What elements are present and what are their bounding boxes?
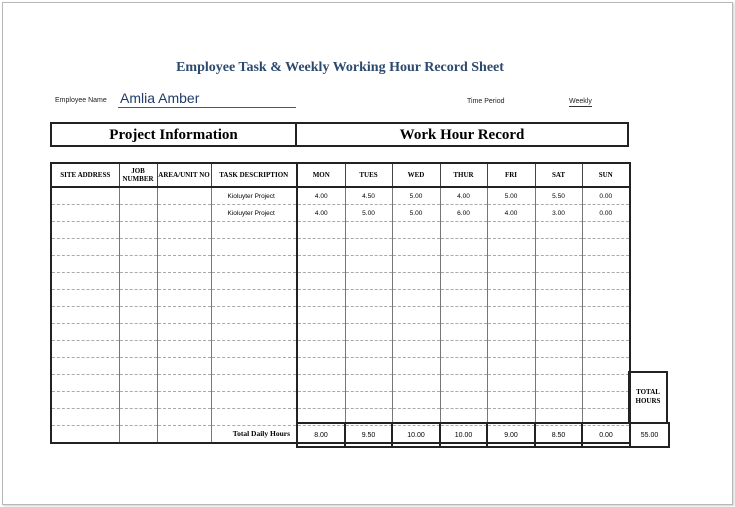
cell-thur[interactable] (440, 392, 487, 409)
cell-site[interactable] (51, 187, 119, 205)
cell-task[interactable] (211, 256, 297, 273)
cell-tues[interactable]: 4.50 (345, 187, 392, 205)
cell-tues[interactable] (345, 358, 392, 375)
cell-task[interactable] (211, 358, 297, 375)
cell-thur[interactable]: 4.00 (440, 187, 487, 205)
cell-job[interactable] (119, 187, 157, 205)
cell-tues[interactable] (345, 341, 392, 358)
cell-sat[interactable] (535, 324, 582, 341)
total-thur: 10.00 (440, 423, 487, 447)
cell-task[interactable] (211, 239, 297, 256)
cell-thur[interactable] (440, 273, 487, 290)
cell-wed[interactable] (392, 273, 440, 290)
table-row (51, 187, 630, 205)
cell-wed[interactable] (392, 222, 440, 239)
cell-fri[interactable] (487, 341, 535, 358)
cell-tues[interactable] (345, 307, 392, 324)
employee-name-field[interactable]: Amlia Amber (118, 90, 296, 108)
cell-wed[interactable] (392, 239, 440, 256)
cell-area[interactable] (157, 205, 211, 222)
cell-job[interactable] (119, 358, 157, 375)
cell-area[interactable] (157, 290, 211, 307)
cell-tues[interactable] (345, 256, 392, 273)
cell-job[interactable] (119, 222, 157, 239)
cell-fri[interactable] (487, 307, 535, 324)
cell-fri[interactable] (487, 239, 535, 256)
cell-tues[interactable] (345, 324, 392, 341)
cell-task[interactable]: Kioluyter Project (211, 187, 297, 205)
cell-wed[interactable] (392, 256, 440, 273)
cell-fri[interactable] (487, 273, 535, 290)
cell-thur[interactable]: 6.00 (440, 205, 487, 222)
cell-thur[interactable] (440, 222, 487, 239)
cell-fri[interactable] (487, 256, 535, 273)
total-sun: 0.00 (582, 423, 630, 447)
table-row (51, 273, 630, 290)
cell-job[interactable] (119, 324, 157, 341)
cell-mon[interactable]: 4.00 (297, 205, 345, 222)
cell-tues[interactable] (345, 239, 392, 256)
cell-area[interactable] (157, 375, 211, 392)
cell-job[interactable] (119, 239, 157, 256)
cell-mon[interactable] (297, 392, 345, 409)
cell-mon[interactable] (297, 239, 345, 256)
cell-mon[interactable] (297, 273, 345, 290)
table-row (51, 324, 630, 341)
cell-fri[interactable] (487, 358, 535, 375)
cell-thur[interactable] (440, 256, 487, 273)
cell-site[interactable] (51, 358, 119, 375)
cell-sun[interactable] (582, 341, 630, 358)
cell-thur[interactable] (440, 341, 487, 358)
cell-thur[interactable] (440, 307, 487, 324)
cell-sat[interactable] (535, 392, 582, 409)
total-daily-hours-label: Total Daily Hours (232, 429, 290, 438)
cell-task[interactable] (211, 341, 297, 358)
cell-site[interactable] (51, 205, 119, 222)
cell-mon[interactable] (297, 290, 345, 307)
col-site-address: SITE ADDRESS (51, 163, 119, 187)
col-wed: WED (392, 163, 440, 187)
cell-wed[interactable] (392, 307, 440, 324)
cell-sun[interactable] (582, 222, 630, 239)
cell-fri[interactable]: 5.00 (487, 187, 535, 205)
col-fri: FRI (487, 163, 535, 187)
cell-wed[interactable] (392, 392, 440, 409)
cell-site[interactable] (51, 290, 119, 307)
cell-mon[interactable] (297, 375, 345, 392)
col-area-unit: AREA/UNIT NO (157, 163, 211, 187)
cell-sun[interactable] (582, 324, 630, 341)
cell-fri[interactable] (487, 392, 535, 409)
cell-area[interactable] (157, 358, 211, 375)
work-hour-record-header: Work Hour Record (295, 122, 629, 147)
table-row (51, 205, 630, 222)
cell-sun[interactable] (582, 307, 630, 324)
cell-site[interactable] (51, 256, 119, 273)
cell-task[interactable]: Kioluyter Project (211, 205, 297, 222)
cell-area[interactable] (157, 256, 211, 273)
total-wed: 10.00 (392, 423, 440, 447)
cell-sun[interactable] (582, 392, 630, 409)
cell-task[interactable] (211, 307, 297, 324)
cell-sat[interactable] (535, 307, 582, 324)
cell-area[interactable] (157, 222, 211, 239)
cell-area[interactable] (157, 187, 211, 205)
col-sat: SAT (535, 163, 582, 187)
cell-tues[interactable] (345, 392, 392, 409)
total-sat: 8.50 (535, 423, 582, 447)
col-tues: TUES (345, 163, 392, 187)
cell-mon[interactable] (297, 256, 345, 273)
table-row (51, 222, 630, 239)
cell-area[interactable] (157, 239, 211, 256)
table-row (51, 358, 630, 375)
cell-wed[interactable] (392, 324, 440, 341)
cell-area[interactable] (157, 324, 211, 341)
table-row (51, 375, 630, 392)
cell-tues[interactable] (345, 375, 392, 392)
cell-sun[interactable] (582, 239, 630, 256)
col-sun: SUN (582, 163, 630, 187)
cell-task[interactable] (211, 409, 297, 426)
cell-job[interactable] (119, 307, 157, 324)
cell-fri[interactable] (487, 375, 535, 392)
total-fri: 9.00 (487, 423, 535, 447)
cell-site[interactable] (51, 239, 119, 256)
col-mon: MON (297, 163, 345, 187)
cell-wed[interactable] (392, 375, 440, 392)
cell-site[interactable] (51, 409, 119, 426)
cell-thur[interactable] (440, 324, 487, 341)
cell-mon[interactable] (297, 222, 345, 239)
sheet-title: Employee Task & Weekly Working Hour Record Sheet (176, 60, 504, 75)
cell-site[interactable] (51, 392, 119, 409)
cell-job[interactable] (119, 375, 157, 392)
cell-site[interactable] (51, 307, 119, 324)
cell-job[interactable] (119, 341, 157, 358)
cell-area[interactable] (157, 409, 211, 426)
col-thur: THUR (440, 163, 487, 187)
cell-thur[interactable] (440, 239, 487, 256)
total-tues: 9.50 (345, 423, 392, 447)
cell-sat[interactable] (535, 256, 582, 273)
cell-site[interactable] (51, 426, 119, 444)
cell-task[interactable] (211, 222, 297, 239)
daily-totals-table (296, 422, 670, 448)
cell-sun[interactable] (582, 256, 630, 273)
cell-wed[interactable]: 5.00 (392, 187, 440, 205)
cell-wed[interactable] (392, 290, 440, 307)
cell-wed[interactable]: 5.00 (392, 205, 440, 222)
time-period-label: Time Period (467, 98, 505, 105)
cell-mon[interactable]: 4.00 (297, 187, 345, 205)
cell-sun[interactable] (582, 290, 630, 307)
table-header-row (51, 163, 630, 187)
cell-sun[interactable] (582, 375, 630, 392)
cell-task[interactable] (211, 273, 297, 290)
cell-sat[interactable] (535, 239, 582, 256)
table-row (51, 392, 630, 409)
cell-task[interactable] (211, 375, 297, 392)
cell-wed[interactable] (392, 341, 440, 358)
cell-site[interactable] (51, 324, 119, 341)
daily-totals-row (297, 423, 669, 447)
cell-area[interactable] (157, 307, 211, 324)
cell-thur[interactable] (440, 358, 487, 375)
cell-sat[interactable] (535, 273, 582, 290)
cell-fri[interactable] (487, 222, 535, 239)
cell-sat[interactable] (535, 358, 582, 375)
total-mon: 8.00 (297, 423, 345, 447)
record-table (50, 162, 631, 444)
cell-sat[interactable] (535, 375, 582, 392)
cell-job[interactable] (119, 409, 157, 426)
total-hours-label: TOTAL HOURS (628, 371, 668, 423)
cell-sat[interactable]: 3.00 (535, 205, 582, 222)
cell-tues[interactable]: 5.00 (345, 205, 392, 222)
cell-tues[interactable] (345, 290, 392, 307)
cell-task[interactable] (211, 324, 297, 341)
cell-mon[interactable] (297, 341, 345, 358)
cell-sun[interactable]: 0.00 (582, 187, 630, 205)
cell-sun[interactable]: 0.00 (582, 205, 630, 222)
cell-fri[interactable] (487, 290, 535, 307)
time-period-field[interactable]: Weekly (569, 98, 592, 105)
cell-mon[interactable] (297, 307, 345, 324)
grand-total: 55.00 (630, 423, 669, 447)
cell-task[interactable] (211, 392, 297, 409)
col-task-description: TASK DESCRIPTION (211, 163, 297, 187)
cell-job[interactable] (119, 392, 157, 409)
cell-job[interactable] (119, 256, 157, 273)
cell-sun[interactable] (582, 273, 630, 290)
cell-wed[interactable] (392, 358, 440, 375)
cell-area[interactable] (157, 273, 211, 290)
cell-job[interactable] (119, 290, 157, 307)
cell-tues[interactable] (345, 222, 392, 239)
project-information-header: Project Information (50, 122, 297, 147)
table-row (51, 256, 630, 273)
cell-sat[interactable] (535, 341, 582, 358)
cell-area[interactable] (157, 392, 211, 409)
cell-thur[interactable] (440, 290, 487, 307)
cell-job[interactable] (119, 205, 157, 222)
table-row (51, 290, 630, 307)
cell-site[interactable] (51, 222, 119, 239)
cell-sat[interactable] (535, 290, 582, 307)
employee-name-label: Employee Name (55, 97, 107, 104)
cell-site[interactable] (51, 341, 119, 358)
cell-sat[interactable] (535, 222, 582, 239)
cell-fri[interactable]: 4.00 (487, 205, 535, 222)
cell-task[interactable] (211, 290, 297, 307)
cell-thur[interactable] (440, 375, 487, 392)
cell-fri[interactable] (487, 324, 535, 341)
table-row (51, 239, 630, 256)
cell-site[interactable] (51, 375, 119, 392)
table-row (51, 307, 630, 324)
cell-area[interactable] (157, 341, 211, 358)
cell-tues[interactable] (345, 273, 392, 290)
cell-mon[interactable] (297, 324, 345, 341)
col-job-number: JOB NUMBER (119, 163, 157, 187)
table-row (51, 341, 630, 358)
cell-site[interactable] (51, 273, 119, 290)
cell-mon[interactable] (297, 358, 345, 375)
cell-sat[interactable]: 5.50 (535, 187, 582, 205)
cell-sun[interactable] (582, 358, 630, 375)
cell-job[interactable] (119, 273, 157, 290)
